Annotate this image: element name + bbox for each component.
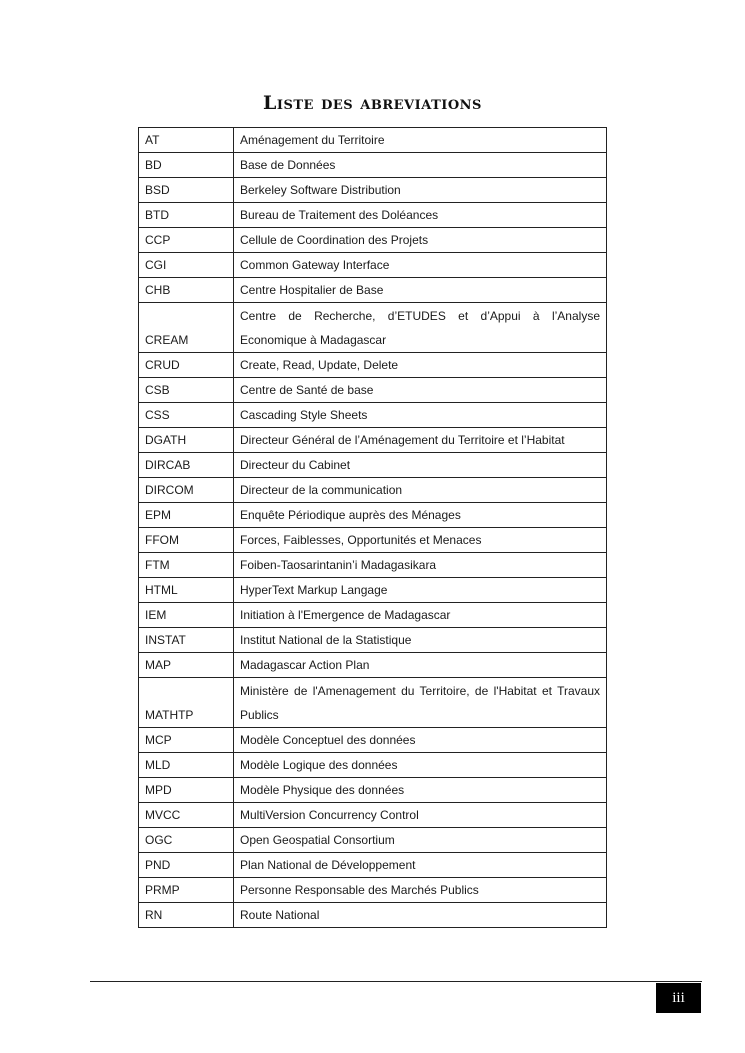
abbreviation-cell: MCP bbox=[139, 728, 234, 753]
abbreviation-cell: MVCC bbox=[139, 803, 234, 828]
table-row bbox=[139, 578, 607, 603]
definition-cell: MultiVersion Concurrency Control bbox=[234, 803, 607, 828]
table-row bbox=[139, 828, 607, 853]
abbreviation-cell: RN bbox=[139, 903, 234, 928]
definition-cell: Centre de Recherche, d’ETUDES et d’Appui à l’Analyse Economique à Madagascar bbox=[234, 303, 607, 353]
abbreviation-cell: DIRCOM bbox=[139, 478, 234, 503]
abbreviation-cell: AT bbox=[139, 128, 234, 153]
table-row bbox=[139, 553, 607, 578]
definition-cell: Create, Read, Update, Delete bbox=[234, 353, 607, 378]
definition-cell: Directeur Général de l’Aménagement du Territoire et l’Habitat bbox=[234, 428, 607, 453]
abbreviation-cell: FFOM bbox=[139, 528, 234, 553]
definition-cell: Madagascar Action Plan bbox=[234, 653, 607, 678]
abbreviation-cell: PND bbox=[139, 853, 234, 878]
table-row bbox=[139, 603, 607, 628]
table-row bbox=[139, 503, 607, 528]
abbreviation-cell: HTML bbox=[139, 578, 234, 603]
abbreviation-cell: CRUD bbox=[139, 353, 234, 378]
footer-divider bbox=[90, 981, 702, 982]
table-row bbox=[139, 878, 607, 903]
definition-cell: Cellule de Coordination des Projets bbox=[234, 228, 607, 253]
abbreviation-cell: DIRCAB bbox=[139, 453, 234, 478]
definition-cell: Route National bbox=[234, 903, 607, 928]
abbreviation-cell: IEM bbox=[139, 603, 234, 628]
definition-cell: HyperText Markup Langage bbox=[234, 578, 607, 603]
table-row bbox=[139, 803, 607, 828]
table-row bbox=[139, 353, 607, 378]
table-row bbox=[139, 303, 607, 353]
abbreviation-cell: CHB bbox=[139, 278, 234, 303]
table-row bbox=[139, 253, 607, 278]
abbreviation-cell: CREAM bbox=[139, 303, 234, 353]
abbreviation-cell: EPM bbox=[139, 503, 234, 528]
abbreviation-cell: BD bbox=[139, 153, 234, 178]
definition-cell: Enquête Périodique auprès des Ménages bbox=[234, 503, 607, 528]
definition-cell: Bureau de Traitement des Doléances bbox=[234, 203, 607, 228]
table-row bbox=[139, 903, 607, 928]
abbreviation-cell: CSB bbox=[139, 378, 234, 403]
abbreviation-cell: MAP bbox=[139, 653, 234, 678]
definition-cell: Forces, Faiblesses, Opportunités et Menaces bbox=[234, 528, 607, 553]
table-row bbox=[139, 478, 607, 503]
table-row bbox=[139, 178, 607, 203]
page-title: Liste des abreviations bbox=[263, 92, 482, 114]
page-number: iii bbox=[656, 983, 701, 1013]
table-row bbox=[139, 778, 607, 803]
table-row bbox=[139, 428, 607, 453]
definition-cell: Modèle Conceptuel des données bbox=[234, 728, 607, 753]
abbreviation-cell: DGATH bbox=[139, 428, 234, 453]
definition-cell: Base de Données bbox=[234, 153, 607, 178]
abbreviation-cell: PRMP bbox=[139, 878, 234, 903]
definition-cell: Initiation à l'Emergence de Madagascar bbox=[234, 603, 607, 628]
table-row bbox=[139, 728, 607, 753]
table-row bbox=[139, 403, 607, 428]
definition-cell: Institut National de la Statistique bbox=[234, 628, 607, 653]
abbreviations-table-body bbox=[139, 128, 607, 928]
abbreviation-cell: MATHTP bbox=[139, 678, 234, 728]
table-row bbox=[139, 228, 607, 253]
definition-cell: Foiben-Taosarintanin’i Madagasikara bbox=[234, 553, 607, 578]
table-row bbox=[139, 678, 607, 728]
abbreviation-cell: BSD bbox=[139, 178, 234, 203]
definition-cell: Common Gateway Interface bbox=[234, 253, 607, 278]
definition-cell: Berkeley Software Distribution bbox=[234, 178, 607, 203]
table-row bbox=[139, 153, 607, 178]
table-row bbox=[139, 528, 607, 553]
definition-cell: Cascading Style Sheets bbox=[234, 403, 607, 428]
table-row bbox=[139, 278, 607, 303]
table-row bbox=[139, 628, 607, 653]
abbreviation-cell: CGI bbox=[139, 253, 234, 278]
definition-cell: Modèle Logique des données bbox=[234, 753, 607, 778]
abbreviation-cell: INSTAT bbox=[139, 628, 234, 653]
abbreviation-cell: OGC bbox=[139, 828, 234, 853]
abbreviation-cell: CCP bbox=[139, 228, 234, 253]
definition-cell: Centre Hospitalier de Base bbox=[234, 278, 607, 303]
abbreviation-cell: BTD bbox=[139, 203, 234, 228]
definition-cell: Open Geospatial Consortium bbox=[234, 828, 607, 853]
abbreviations-table bbox=[138, 127, 607, 928]
definition-cell: Plan National de Développement bbox=[234, 853, 607, 878]
table-row bbox=[139, 378, 607, 403]
abbreviation-cell: FTM bbox=[139, 553, 234, 578]
definition-cell: Directeur de la communication bbox=[234, 478, 607, 503]
definition-cell: Aménagement du Territoire bbox=[234, 128, 607, 153]
definition-cell: Directeur du Cabinet bbox=[234, 453, 607, 478]
definition-cell: Modèle Physique des données bbox=[234, 778, 607, 803]
definition-cell: Personne Responsable des Marchés Publics bbox=[234, 878, 607, 903]
table-row bbox=[139, 753, 607, 778]
definition-cell: Ministère de l'Amenagement du Territoire, de l'Habitat et Travaux Publics bbox=[234, 678, 607, 728]
table-row bbox=[139, 203, 607, 228]
abbreviation-cell: MPD bbox=[139, 778, 234, 803]
table-row bbox=[139, 128, 607, 153]
abbreviation-cell: MLD bbox=[139, 753, 234, 778]
abbreviation-cell: CSS bbox=[139, 403, 234, 428]
table-row bbox=[139, 453, 607, 478]
definition-cell: Centre de Santé de base bbox=[234, 378, 607, 403]
table-row bbox=[139, 853, 607, 878]
table-row bbox=[139, 653, 607, 678]
